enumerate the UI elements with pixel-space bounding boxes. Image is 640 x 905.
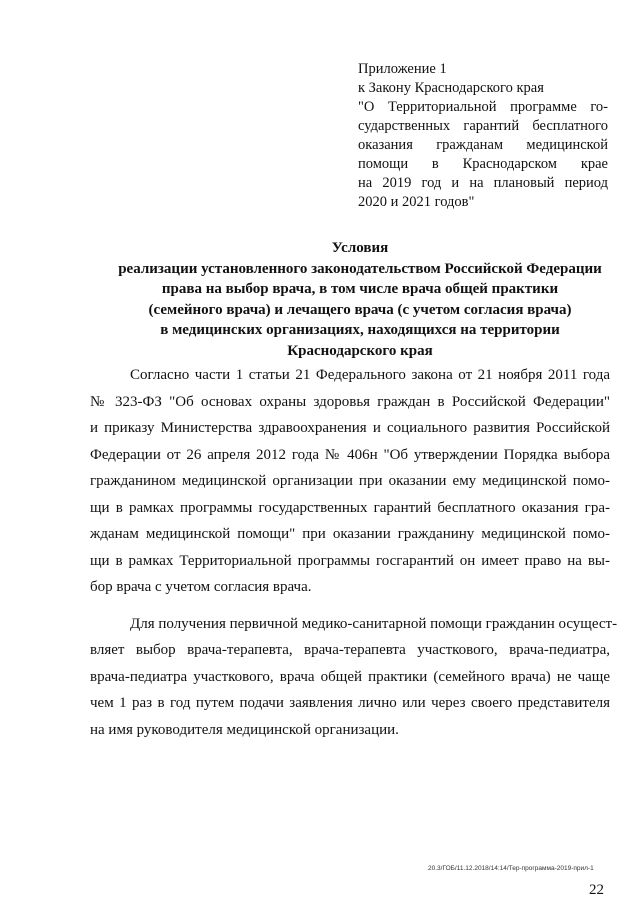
paragraph-1	[90, 362, 610, 601]
body-line: жданам медицинской помощи" при оказании гражданину медицинской помо-	[90, 526, 610, 542]
body-line: щи в рамках программы государственных гарантий бесплатного оказания гра-	[90, 499, 610, 516]
appendix-line: 2020 и 2021 годов"	[358, 194, 475, 210]
body-line: врача-педиатра участкового, врача общей практики (семейного врача) не чаще	[90, 668, 610, 685]
body-line: на имя руководителя медицинской организации.	[90, 721, 399, 738]
appendix-line: Приложение 1	[358, 61, 447, 77]
appendix-line: на 2019 год и на плановый период	[358, 175, 608, 191]
title-line: Условия	[331, 240, 389, 256]
body-line: щи в рамках Территориальной программы госгарантий он имеет право на вы-	[90, 552, 610, 569]
title-line: в медицинских организациях, находящихся на территории	[160, 322, 560, 338]
appendix-line: оказания гражданам медицинской	[358, 137, 608, 153]
appendix-line: помощи в Краснодарском крае	[358, 156, 608, 172]
body-line: гражданином медицинской организации при оказании ему медицинской помо-	[90, 473, 610, 489]
title-line: Краснодарского края	[287, 342, 433, 359]
body-line: Федерации от 26 апреля 2012 года № 406н "Об утверждении Порядка выбора	[90, 446, 610, 463]
body-line: вляет выбор врача-терапевта, врача-терапевта участкового, врача-педиатра,	[90, 642, 610, 658]
document-stamp: 20.3/ГОБ/11.12.2018/14:14/Тер-программа-2019-прил-1	[428, 865, 594, 872]
document-title	[80, 238, 640, 361]
page-number: 22	[589, 882, 604, 898]
body-line: и приказу Министерства здравоохранения и социального развития Российской	[90, 420, 610, 436]
document-body	[90, 362, 618, 743]
body-line: Согласно части 1 статьи 21 Федерального закона от 21 ноября 2011 года	[130, 367, 610, 383]
body-line: Для получения первичной медико-санитарной помощи гражданин осущест-	[130, 615, 618, 632]
title-line: (семейного врача) и лечащего врача (с учетом согласия врача)	[148, 301, 572, 318]
body-line: чем 1 раз в год путем подачи заявления лично или через своего представителя	[90, 695, 610, 711]
title-line: реализации установленного законодательством Российской Федерации	[118, 260, 602, 277]
appendix-header	[358, 60, 608, 212]
appendix-line: сударственных гарантий бесплатного	[358, 118, 608, 134]
body-line: бор врача с учетом согласия врача.	[90, 579, 312, 595]
body-line: № 323-ФЗ "Об основах охраны здоровья граждан в Российской Федерации"	[90, 393, 610, 410]
paragraph-2	[90, 611, 618, 744]
appendix-line: "О Территориальной программе го-	[358, 99, 608, 115]
appendix-line: к Закону Краснодарского края	[358, 80, 544, 96]
title-line: права на выбор врача, в том числе врача общей практики	[161, 281, 559, 297]
